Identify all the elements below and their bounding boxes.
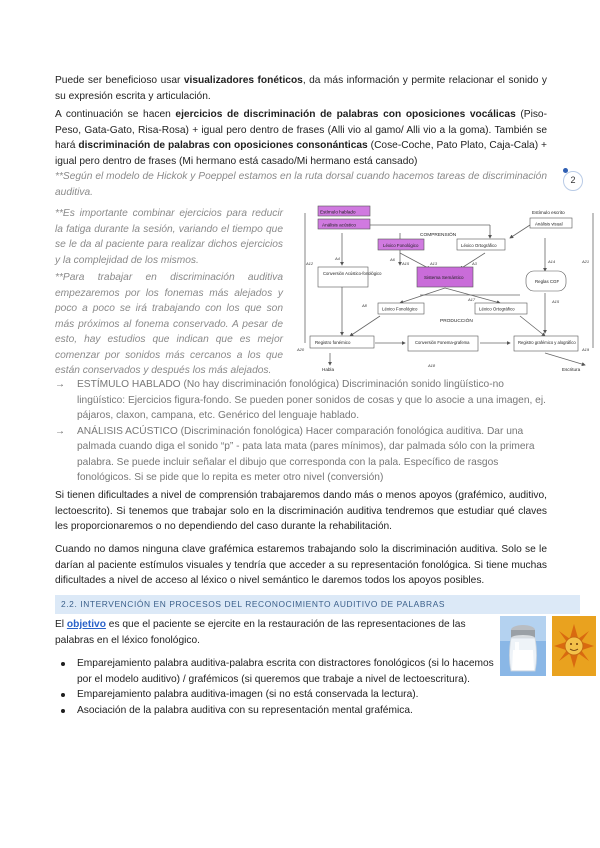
diagram-orth-lexicon-in: Léxico Ortográfico: [461, 243, 497, 248]
diagram-route-label: A13: [430, 261, 438, 266]
bullet-icon: [61, 693, 65, 697]
arrow-right-icon: →: [55, 379, 65, 390]
comprehension-paragraph: Si tienen dificultades a nivel de comprensión trabajaremos dando más o menos apoyos (grafémico, auditivo, lectoescrito). Si tenemos que trabajar solo en la discriminación auditiva tendremos que estudiar qué claves les proporcionaremos o no dependiendo del caso durante la rehabilitación.: [55, 490, 547, 532]
diagram-semantic-system: Sistema Semántico: [424, 275, 464, 280]
diagram-graphemic-register: Registro grafémico y alográfico: [518, 340, 576, 345]
diagram-route-label: A20: [297, 347, 305, 352]
section-heading: 2.2. INTERVENCIÓN EN PROCESOS DEL RECONOCIMIENTO AUDITIVO DE PALABRAS: [55, 595, 580, 614]
exercise-bullets: [55, 656, 495, 718]
objective-paragraph: El objetivo es que el paciente se ejercite en la restauración de las representaciones de las palabras en el léxico fonológico.: [55, 619, 466, 646]
arrow-item: → ANÁLISIS ACÚSTICO (Discriminación fonológica) Hacer comparación fonológica auditiva. Dar una palmada cuando diga el sonido “p” - pata lata mata (pares mínimos), dar palmada sólo con la primera palabra. Se puede incluir señalar el dibujo que corresponda con la pala. Específico de rasgos fonológicos. Si se pide que lo repita es meter otro nivel (conversión): [55, 425, 535, 483]
diagram-phonemic-register: Registro fonémico: [315, 340, 351, 345]
diagram-acoustic-analysis: Análisis acústico: [322, 222, 356, 228]
page-badge-dot: [563, 168, 568, 173]
diagram-production: PRODUCCIÓN: [440, 319, 473, 324]
page-number-badge: 2: [563, 171, 583, 191]
graphemic-paragraph: Cuando no damos ninguna clave grafémica estaremos trabajando solo la discriminación auditiva. Solo se le darían al paciente estímulos visuales y tendría que acceder a su representación fonológica. Si tiene muchas dificultades a nivel de acceso al léxico o nivel semántico le daremos todos los apoyos posibles.: [55, 544, 547, 586]
note-hickok: **Según el modelo de Hickok y Poeppel estamos en la ruta dorsal cuando hacemos tareas de discriminación auditiva.: [55, 171, 547, 198]
diagram-speech: Habla: [322, 367, 335, 372]
arrow-right-icon: →: [55, 425, 65, 437]
diagram-visual-analysis: Análisis visual: [535, 221, 563, 227]
diagram-route-label: A14: [548, 259, 556, 264]
diagram-route-label: A15: [402, 261, 410, 266]
language-processing-diagram: [290, 203, 600, 373]
intro-paragraph: Puede ser beneficioso usar visualizadores fonéticos, da más información y permite relacionar el sonido y su expresión escrita y articulación.: [55, 75, 547, 102]
diagram-phoneme-grapheme: Conversión Fonema-grafema: [415, 340, 470, 345]
exercises-paragraph: A continuación se hacen ejercicios de discriminación de palabras con oposiciones vocálicas (Piso-Peso, Gata-Gato, Risa-Rosa) + igual pero dentro de frases (Alli vio al gamo/ Alli vio a la goma). También se hará discriminación de palabras con oposiciones consonánticas (Cose-Coche, Pato Plato, Caja-Cala) + igual pero dentro de frases (Mi hermano está casado/Mi hermano está cansado): [55, 109, 547, 167]
bullet-icon: [61, 709, 65, 713]
diagram-route-label: A18: [428, 363, 436, 368]
diagram-route-label: A21: [582, 259, 590, 264]
diagram-route-label: A17: [468, 297, 476, 302]
diagram-stimulus-written: Estímulo escrito: [532, 210, 565, 215]
diagram-route-label: A4: [335, 256, 340, 261]
diagram-orth-lexicon-out: Léxico Ortográfico: [479, 306, 515, 312]
diagram-route-label: A19: [582, 347, 590, 352]
arrow-item: → ESTÍMULO HABLADO (No hay discriminación fonológica) Discriminación sonido lingüístico-no lingüístico: Ejercicios figura-fondo. Se pueden poner sonidos de cosas y que lo asocie a una imagen, ej. pájaros, claxon, campana, etc. Genérico del lenguaje hablado.: [55, 379, 546, 421]
list-item: Asociación de la palabra auditiva con su representación mental grafémica.: [55, 703, 495, 719]
diagram-route-label: A3: [472, 261, 477, 266]
diagram-stimulus-spoken: Estímulo hablado: [320, 209, 356, 215]
diagram-route-label: A12: [306, 261, 314, 266]
list-item: Emparejamiento palabra auditiva-palabra escrita con distractores fonológicos (si lo hacemos por el modelo auditivo) / grafémicos (si queremos que trabaje a nivel de lectoescritura).: [55, 656, 495, 687]
diagram-acoustic-phonological: Conversión Acústico-fonológico: [323, 271, 382, 276]
diagram-phon-lexicon-in: Léxico Fonológico: [383, 243, 419, 248]
note-fatigue: **Es importante combinar ejercicios para reducir la fatiga durante la sesión, variando el tiempo que se le da al paciente para realizar dichos ejercicios y la complejidad de los mismos.: [55, 208, 283, 266]
sun-image: [552, 616, 596, 676]
diagram-comprehension: COMPRENSIÓN: [420, 233, 457, 238]
arrow-list: [55, 377, 547, 486]
note-phonemes: **Para trabajar en discriminación auditiva empezaremos por los fonemas más alejados y poco a poco se irá trabajando con los que son más próximos al fonema conservado. A pesar de esto, hay estudios que indican que es mejor comenzar por sonidos más cercanos a los que están conservados y después los más alejados.: [55, 272, 283, 376]
diagram-route-label: A8: [362, 303, 367, 308]
list-item: Emparejamiento palabra auditiva-imagen (si no está conservada la lectura).: [55, 687, 495, 703]
diagram-route-label: A6: [390, 257, 395, 262]
diagram-phon-lexicon-out: Léxico Fonológico: [382, 306, 418, 312]
diagram-route-label: A15: [552, 299, 560, 304]
diagram-writing: Escritura: [562, 367, 581, 372]
diagram-gpc-rules: Reglas CGF: [535, 279, 560, 284]
objective-link[interactable]: objetivo: [66, 619, 106, 630]
bullet-icon: [61, 662, 65, 666]
salt-shaker-image: [500, 616, 546, 676]
